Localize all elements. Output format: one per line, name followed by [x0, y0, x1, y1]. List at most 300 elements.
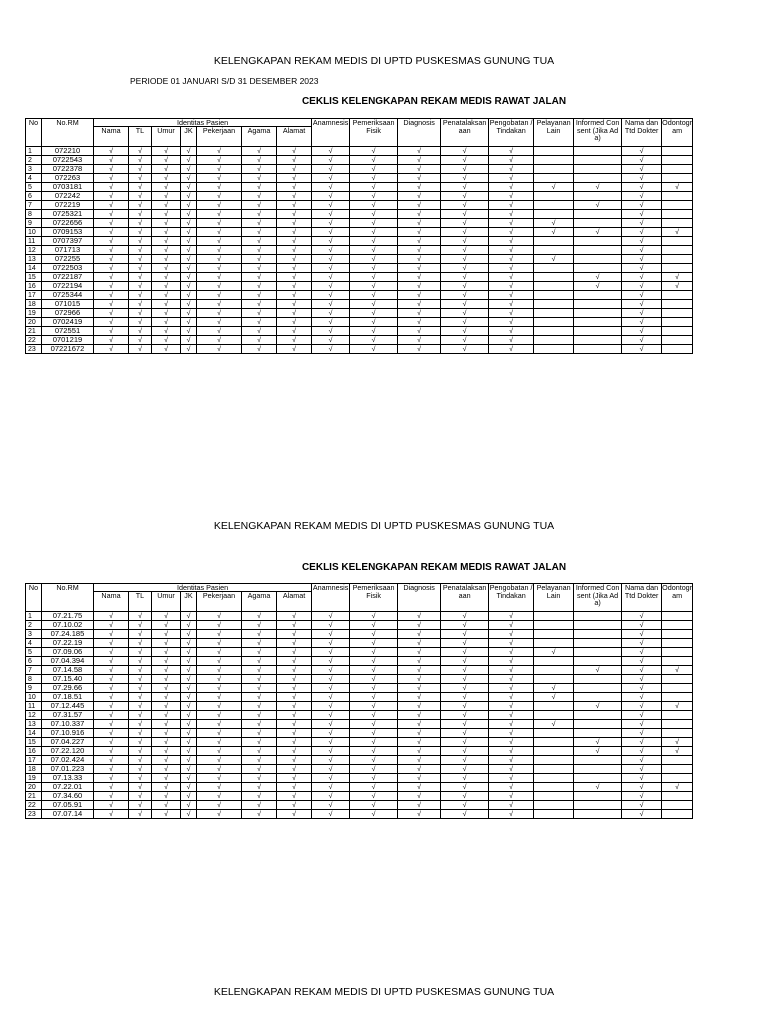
check-cell: √: [312, 201, 350, 210]
check-cell: √: [574, 282, 622, 291]
check-cell: [662, 165, 693, 174]
check-cell: √: [152, 246, 181, 255]
check-cell: √: [622, 345, 662, 354]
row-number: 11: [26, 237, 42, 246]
check-cell: √: [489, 774, 534, 783]
check-cell: √: [441, 810, 489, 819]
check-cell: √: [441, 318, 489, 327]
check-cell: √: [312, 801, 350, 810]
medical-record-number: 07.15.40: [42, 675, 94, 684]
check-cell: √: [622, 327, 662, 336]
check-cell: [574, 792, 622, 801]
check-cell: [662, 201, 693, 210]
check-cell: √: [129, 282, 152, 291]
row-number: 4: [26, 639, 42, 648]
check-cell: √: [242, 345, 277, 354]
check-cell: √: [489, 693, 534, 702]
check-cell: [662, 621, 693, 630]
check-cell: √: [350, 738, 398, 747]
row-number: 6: [26, 657, 42, 666]
check-cell: √: [312, 747, 350, 756]
check-cell: √: [152, 336, 181, 345]
check-cell: √: [441, 156, 489, 165]
check-cell: √: [489, 684, 534, 693]
check-cell: [534, 612, 574, 621]
check-cell: √: [94, 747, 129, 756]
check-cell: [574, 327, 622, 336]
check-cell: √: [312, 666, 350, 675]
check-cell: √: [662, 183, 693, 192]
check-cell: √: [441, 792, 489, 801]
check-cell: √: [242, 228, 277, 237]
check-cell: √: [129, 327, 152, 336]
check-cell: √: [398, 318, 441, 327]
table-row: [26, 711, 693, 720]
check-cell: √: [312, 738, 350, 747]
check-cell: √: [181, 648, 197, 657]
check-cell: √: [129, 300, 152, 309]
check-cell: [662, 810, 693, 819]
document-title: KELENGKAPAN REKAM MEDIS DI UPTD PUSKESMAS GUNUNG TUA: [213, 55, 555, 67]
check-cell: √: [152, 747, 181, 756]
check-cell: √: [534, 684, 574, 693]
row-number: 4: [26, 174, 42, 183]
row-number: 5: [26, 183, 42, 192]
check-cell: √: [312, 657, 350, 666]
table-row: [26, 318, 693, 327]
check-cell: √: [622, 639, 662, 648]
check-cell: [534, 657, 574, 666]
col-header-1: Pemeriksaan Fisik: [350, 584, 398, 612]
table-row: [26, 174, 693, 183]
check-cell: √: [181, 729, 197, 738]
col-header-sub-4: Pekerjaan: [197, 127, 242, 147]
row-number: 22: [26, 801, 42, 810]
check-cell: √: [441, 756, 489, 765]
table-row: [26, 291, 693, 300]
check-cell: √: [398, 219, 441, 228]
check-cell: √: [350, 801, 398, 810]
check-cell: √: [398, 201, 441, 210]
check-cell: √: [622, 246, 662, 255]
check-cell: √: [489, 711, 534, 720]
check-cell: [574, 765, 622, 774]
check-cell: √: [129, 309, 152, 318]
check-cell: [574, 264, 622, 273]
check-cell: √: [277, 801, 312, 810]
check-cell: √: [312, 810, 350, 819]
check-cell: √: [197, 282, 242, 291]
check-cell: √: [152, 210, 181, 219]
check-cell: [662, 684, 693, 693]
check-cell: √: [350, 639, 398, 648]
check-cell: √: [277, 255, 312, 264]
check-cell: √: [242, 147, 277, 156]
medical-record-number: 072966: [42, 309, 94, 318]
check-cell: √: [94, 684, 129, 693]
col-header-3: Penatalaksanaan: [441, 584, 489, 612]
check-cell: √: [94, 210, 129, 219]
row-number: 11: [26, 702, 42, 711]
check-cell: √: [152, 693, 181, 702]
check-cell: √: [197, 273, 242, 282]
check-cell: √: [152, 309, 181, 318]
check-cell: √: [242, 246, 277, 255]
check-cell: √: [197, 300, 242, 309]
table-row: [26, 300, 693, 309]
check-cell: √: [441, 309, 489, 318]
check-cell: [534, 156, 574, 165]
check-cell: √: [94, 291, 129, 300]
row-number: 23: [26, 345, 42, 354]
check-cell: √: [277, 720, 312, 729]
check-cell: [534, 810, 574, 819]
check-cell: √: [489, 792, 534, 801]
check-cell: √: [129, 183, 152, 192]
col-header-identitas-pasien: Identitas Pasien: [94, 119, 312, 127]
check-cell: √: [441, 300, 489, 309]
check-cell: √: [197, 693, 242, 702]
row-number: 14: [26, 264, 42, 273]
medical-record-number: 07.10.916: [42, 729, 94, 738]
check-cell: √: [181, 345, 197, 354]
check-cell: √: [277, 192, 312, 201]
check-cell: √: [181, 612, 197, 621]
check-cell: √: [94, 711, 129, 720]
row-number: 19: [26, 309, 42, 318]
check-cell: √: [181, 237, 197, 246]
check-cell: [534, 273, 574, 282]
check-cell: √: [441, 693, 489, 702]
check-cell: √: [94, 738, 129, 747]
medical-record-number: 07.14.58: [42, 666, 94, 675]
check-cell: √: [441, 639, 489, 648]
col-header-0: Anamnesis: [312, 119, 350, 147]
check-cell: √: [489, 639, 534, 648]
check-cell: √: [197, 264, 242, 273]
check-cell: √: [94, 219, 129, 228]
check-cell: √: [181, 774, 197, 783]
table-row: [26, 783, 693, 792]
row-number: 16: [26, 282, 42, 291]
check-cell: √: [129, 648, 152, 657]
check-cell: √: [534, 648, 574, 657]
check-cell: √: [622, 318, 662, 327]
check-cell: √: [277, 165, 312, 174]
row-number: 1: [26, 612, 42, 621]
check-cell: √: [181, 336, 197, 345]
check-cell: √: [152, 300, 181, 309]
col-header-8: Odontogram: [662, 584, 693, 612]
check-cell: √: [398, 237, 441, 246]
check-cell: [574, 246, 622, 255]
check-cell: [662, 792, 693, 801]
check-cell: [574, 729, 622, 738]
check-cell: [534, 783, 574, 792]
check-cell: √: [622, 684, 662, 693]
check-cell: [534, 630, 574, 639]
check-cell: [534, 318, 574, 327]
check-cell: √: [441, 327, 489, 336]
check-cell: √: [129, 318, 152, 327]
medical-record-number: 0725344: [42, 291, 94, 300]
check-cell: √: [277, 747, 312, 756]
check-cell: √: [398, 174, 441, 183]
check-cell: [662, 774, 693, 783]
check-cell: √: [129, 174, 152, 183]
check-cell: √: [129, 729, 152, 738]
medical-record-number: 07.29.66: [42, 684, 94, 693]
check-cell: √: [242, 237, 277, 246]
check-cell: √: [181, 147, 197, 156]
check-cell: [662, 219, 693, 228]
check-cell: √: [181, 192, 197, 201]
period-label: PERIODE 01 JANUARI S/D 31 DESEMBER 2023: [130, 76, 319, 86]
check-cell: √: [129, 210, 152, 219]
check-cell: √: [277, 309, 312, 318]
row-number: 9: [26, 219, 42, 228]
check-cell: √: [94, 729, 129, 738]
table-row: [26, 237, 693, 246]
check-cell: √: [152, 711, 181, 720]
check-cell: √: [242, 264, 277, 273]
check-cell: √: [350, 165, 398, 174]
check-cell: √: [242, 720, 277, 729]
check-cell: √: [489, 309, 534, 318]
check-cell: [574, 621, 622, 630]
check-cell: √: [312, 255, 350, 264]
check-cell: √: [441, 711, 489, 720]
check-cell: [574, 657, 622, 666]
check-cell: [534, 291, 574, 300]
check-cell: √: [441, 237, 489, 246]
check-cell: √: [152, 675, 181, 684]
check-cell: √: [152, 774, 181, 783]
check-cell: √: [622, 630, 662, 639]
check-cell: √: [152, 219, 181, 228]
check-cell: √: [152, 174, 181, 183]
check-cell: √: [622, 774, 662, 783]
check-cell: √: [129, 612, 152, 621]
check-cell: √: [312, 273, 350, 282]
check-cell: √: [152, 201, 181, 210]
check-cell: √: [242, 639, 277, 648]
check-cell: √: [181, 228, 197, 237]
check-cell: √: [277, 648, 312, 657]
check-cell: √: [489, 264, 534, 273]
check-cell: √: [312, 237, 350, 246]
row-number: 3: [26, 165, 42, 174]
medical-record-number: 07.22.19: [42, 639, 94, 648]
check-cell: √: [129, 621, 152, 630]
check-cell: √: [350, 156, 398, 165]
table-row: [26, 630, 693, 639]
row-number: 6: [26, 192, 42, 201]
check-cell: √: [242, 648, 277, 657]
check-cell: √: [441, 666, 489, 675]
check-cell: √: [152, 792, 181, 801]
check-cell: √: [181, 756, 197, 765]
table-row: [26, 747, 693, 756]
check-cell: [534, 147, 574, 156]
check-cell: √: [152, 612, 181, 621]
check-cell: √: [242, 612, 277, 621]
check-cell: √: [94, 246, 129, 255]
check-cell: √: [398, 756, 441, 765]
check-cell: √: [181, 174, 197, 183]
row-number: 2: [26, 621, 42, 630]
row-number: 16: [26, 747, 42, 756]
check-cell: √: [94, 612, 129, 621]
check-cell: √: [277, 219, 312, 228]
check-cell: √: [489, 282, 534, 291]
check-cell: √: [129, 756, 152, 765]
check-cell: √: [622, 156, 662, 165]
check-cell: [662, 612, 693, 621]
check-cell: √: [441, 675, 489, 684]
table-row: [26, 792, 693, 801]
col-header-8: Odontogram: [662, 119, 693, 147]
check-cell: √: [622, 183, 662, 192]
check-cell: √: [398, 183, 441, 192]
check-cell: √: [242, 156, 277, 165]
check-cell: √: [441, 147, 489, 156]
check-cell: √: [277, 228, 312, 237]
check-cell: √: [350, 612, 398, 621]
check-cell: √: [129, 711, 152, 720]
check-cell: [534, 336, 574, 345]
check-cell: √: [489, 621, 534, 630]
check-cell: √: [398, 702, 441, 711]
medical-record-number: 07.10.337: [42, 720, 94, 729]
check-cell: √: [197, 183, 242, 192]
check-cell: √: [398, 282, 441, 291]
check-cell: √: [350, 666, 398, 675]
check-cell: √: [622, 237, 662, 246]
medical-record-number: 07.22.01: [42, 783, 94, 792]
check-cell: √: [129, 273, 152, 282]
check-cell: √: [94, 774, 129, 783]
check-cell: √: [398, 783, 441, 792]
row-number: 15: [26, 738, 42, 747]
row-number: 8: [26, 675, 42, 684]
check-cell: √: [534, 255, 574, 264]
medical-record-number: 0722656: [42, 219, 94, 228]
check-cell: √: [350, 336, 398, 345]
check-cell: √: [181, 702, 197, 711]
check-cell: √: [94, 720, 129, 729]
check-cell: √: [534, 693, 574, 702]
col-header-6: Informed Consent (Jika Ada): [574, 584, 622, 612]
check-cell: √: [242, 327, 277, 336]
check-cell: √: [312, 783, 350, 792]
check-cell: √: [441, 783, 489, 792]
check-cell: √: [622, 783, 662, 792]
check-cell: √: [242, 318, 277, 327]
check-cell: √: [242, 693, 277, 702]
table-row: [26, 201, 693, 210]
check-cell: √: [181, 282, 197, 291]
check-cell: √: [489, 183, 534, 192]
check-cell: √: [197, 309, 242, 318]
check-cell: √: [197, 174, 242, 183]
check-cell: √: [489, 156, 534, 165]
check-cell: √: [350, 192, 398, 201]
check-cell: √: [129, 237, 152, 246]
row-number: 10: [26, 228, 42, 237]
check-cell: √: [152, 702, 181, 711]
check-cell: √: [312, 192, 350, 201]
check-cell: √: [242, 675, 277, 684]
medical-record-number: 072242: [42, 192, 94, 201]
col-header-sub-3: JK: [181, 127, 197, 147]
check-cell: [574, 291, 622, 300]
check-cell: √: [277, 273, 312, 282]
check-cell: √: [622, 666, 662, 675]
check-cell: √: [181, 300, 197, 309]
check-cell: √: [152, 291, 181, 300]
check-cell: √: [129, 774, 152, 783]
check-cell: [534, 282, 574, 291]
table-row: [26, 282, 693, 291]
check-cell: [662, 336, 693, 345]
medical-record-number: 072210: [42, 147, 94, 156]
check-cell: √: [441, 273, 489, 282]
check-cell: √: [197, 711, 242, 720]
check-cell: √: [242, 192, 277, 201]
check-cell: √: [312, 210, 350, 219]
check-cell: √: [398, 738, 441, 747]
check-cell: √: [350, 273, 398, 282]
check-cell: √: [242, 300, 277, 309]
check-cell: √: [441, 228, 489, 237]
check-cell: √: [181, 201, 197, 210]
check-cell: √: [489, 630, 534, 639]
check-cell: √: [277, 174, 312, 183]
check-cell: [662, 657, 693, 666]
check-cell: √: [242, 273, 277, 282]
check-cell: √: [197, 648, 242, 657]
check-cell: √: [441, 183, 489, 192]
row-number: 12: [26, 711, 42, 720]
check-cell: √: [197, 765, 242, 774]
check-cell: √: [242, 336, 277, 345]
check-cell: √: [622, 675, 662, 684]
check-cell: √: [152, 630, 181, 639]
check-cell: √: [277, 201, 312, 210]
check-cell: √: [129, 219, 152, 228]
check-cell: √: [574, 666, 622, 675]
check-cell: [574, 693, 622, 702]
check-cell: √: [197, 246, 242, 255]
check-cell: √: [277, 702, 312, 711]
check-cell: [534, 621, 574, 630]
check-cell: √: [277, 621, 312, 630]
check-cell: √: [662, 747, 693, 756]
check-cell: √: [242, 756, 277, 765]
check-cell: √: [441, 720, 489, 729]
row-number: 18: [26, 300, 42, 309]
row-number: 15: [26, 273, 42, 282]
check-cell: √: [277, 327, 312, 336]
check-cell: √: [312, 684, 350, 693]
check-cell: √: [441, 630, 489, 639]
check-cell: [662, 264, 693, 273]
check-cell: √: [197, 291, 242, 300]
medical-record-number: 07.07.14: [42, 810, 94, 819]
check-cell: [662, 801, 693, 810]
check-cell: [662, 648, 693, 657]
